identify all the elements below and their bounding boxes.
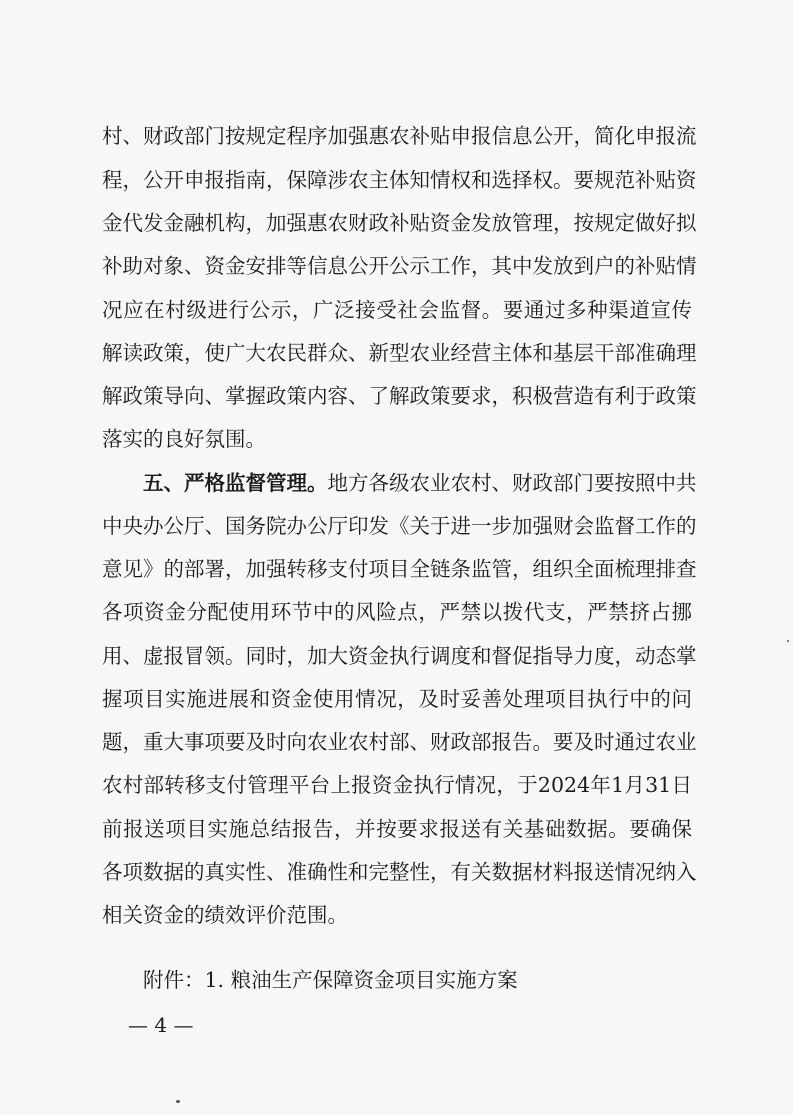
paragraph-line: 用、虚报冒领。同时，加大资金执行调度和督促指导力度，动态掌 <box>102 644 697 668</box>
paragraph-line: 落实的良好氛围。 <box>102 427 266 451</box>
paragraph-line: 解读政策，使广大农民群众、新型农业经营主体和基层干部准确理 <box>102 341 697 365</box>
paragraph-line: 中央办公厅、国务院办公厅印发《关于进一步加强财会监督工作的 <box>102 514 697 538</box>
paragraph-line: 况应在村级进行公示，广泛接受社会监督。要通过多种渠道宣传 <box>102 298 692 322</box>
paragraph-line: 各项数据的真实性、准确性和完整性，有关数据材料报送情况纳入 <box>102 860 697 884</box>
paragraph-line: 各项资金分配使用环节中的风险点，严禁以拨代支，严禁挤占挪 <box>102 600 692 624</box>
scan-speck <box>787 640 789 642</box>
section-5-first-line <box>143 463 697 503</box>
paragraph-line: 解政策导向、掌握政策内容、了解政策要求，积极营造有利于政策 <box>102 384 697 408</box>
paragraph-line: 农村部转移支付管理平台上报资金执行情况，于2024年1月31日 <box>102 773 692 797</box>
scan-speck <box>176 1100 180 1103</box>
paragraph-line: 补助对象、资金安排等信息公开公示工作，其中发放到户的补贴情 <box>102 254 697 278</box>
paragraph-line: 前报送项目实施总结报告，并按要求报送有关基础数据。要确保 <box>102 817 692 841</box>
section-5-heading: 五、严格监督管理。 <box>143 471 328 495</box>
page-number: — 4 — <box>128 1013 194 1037</box>
paragraph-line: 程，公开申报指南，保障涉农主体知情权和选择权。要规范补贴资 <box>102 168 697 192</box>
paragraph-line: 握项目实施进展和资金使用情况，及时妥善处理项目执行中的问 <box>102 687 692 711</box>
paragraph-line: 村、财政部门按规定程序加强惠农补贴申报信息公开，简化申报流 <box>102 124 697 148</box>
attachment-line: 附件：1. 粮油生产保障资金项目实施方案 <box>143 968 518 992</box>
paragraph-line: 意见》的部署，加强转移支付项目全链条监管，组织全面梳理排查 <box>102 557 697 581</box>
paragraph-line: 金代发金融机构，加强惠农财政补贴资金发放管理，按规定做好拟 <box>102 211 697 235</box>
paragraph-line: 相关资金的绩效评价范围。 <box>102 903 348 927</box>
section-5-first-line-text: 地方各级农业农村、财政部门要按照中共 <box>327 471 697 495</box>
paragraph-line: 题，重大事项要及时向农业农村部、财政部报告。要及时通过农业 <box>102 730 697 754</box>
